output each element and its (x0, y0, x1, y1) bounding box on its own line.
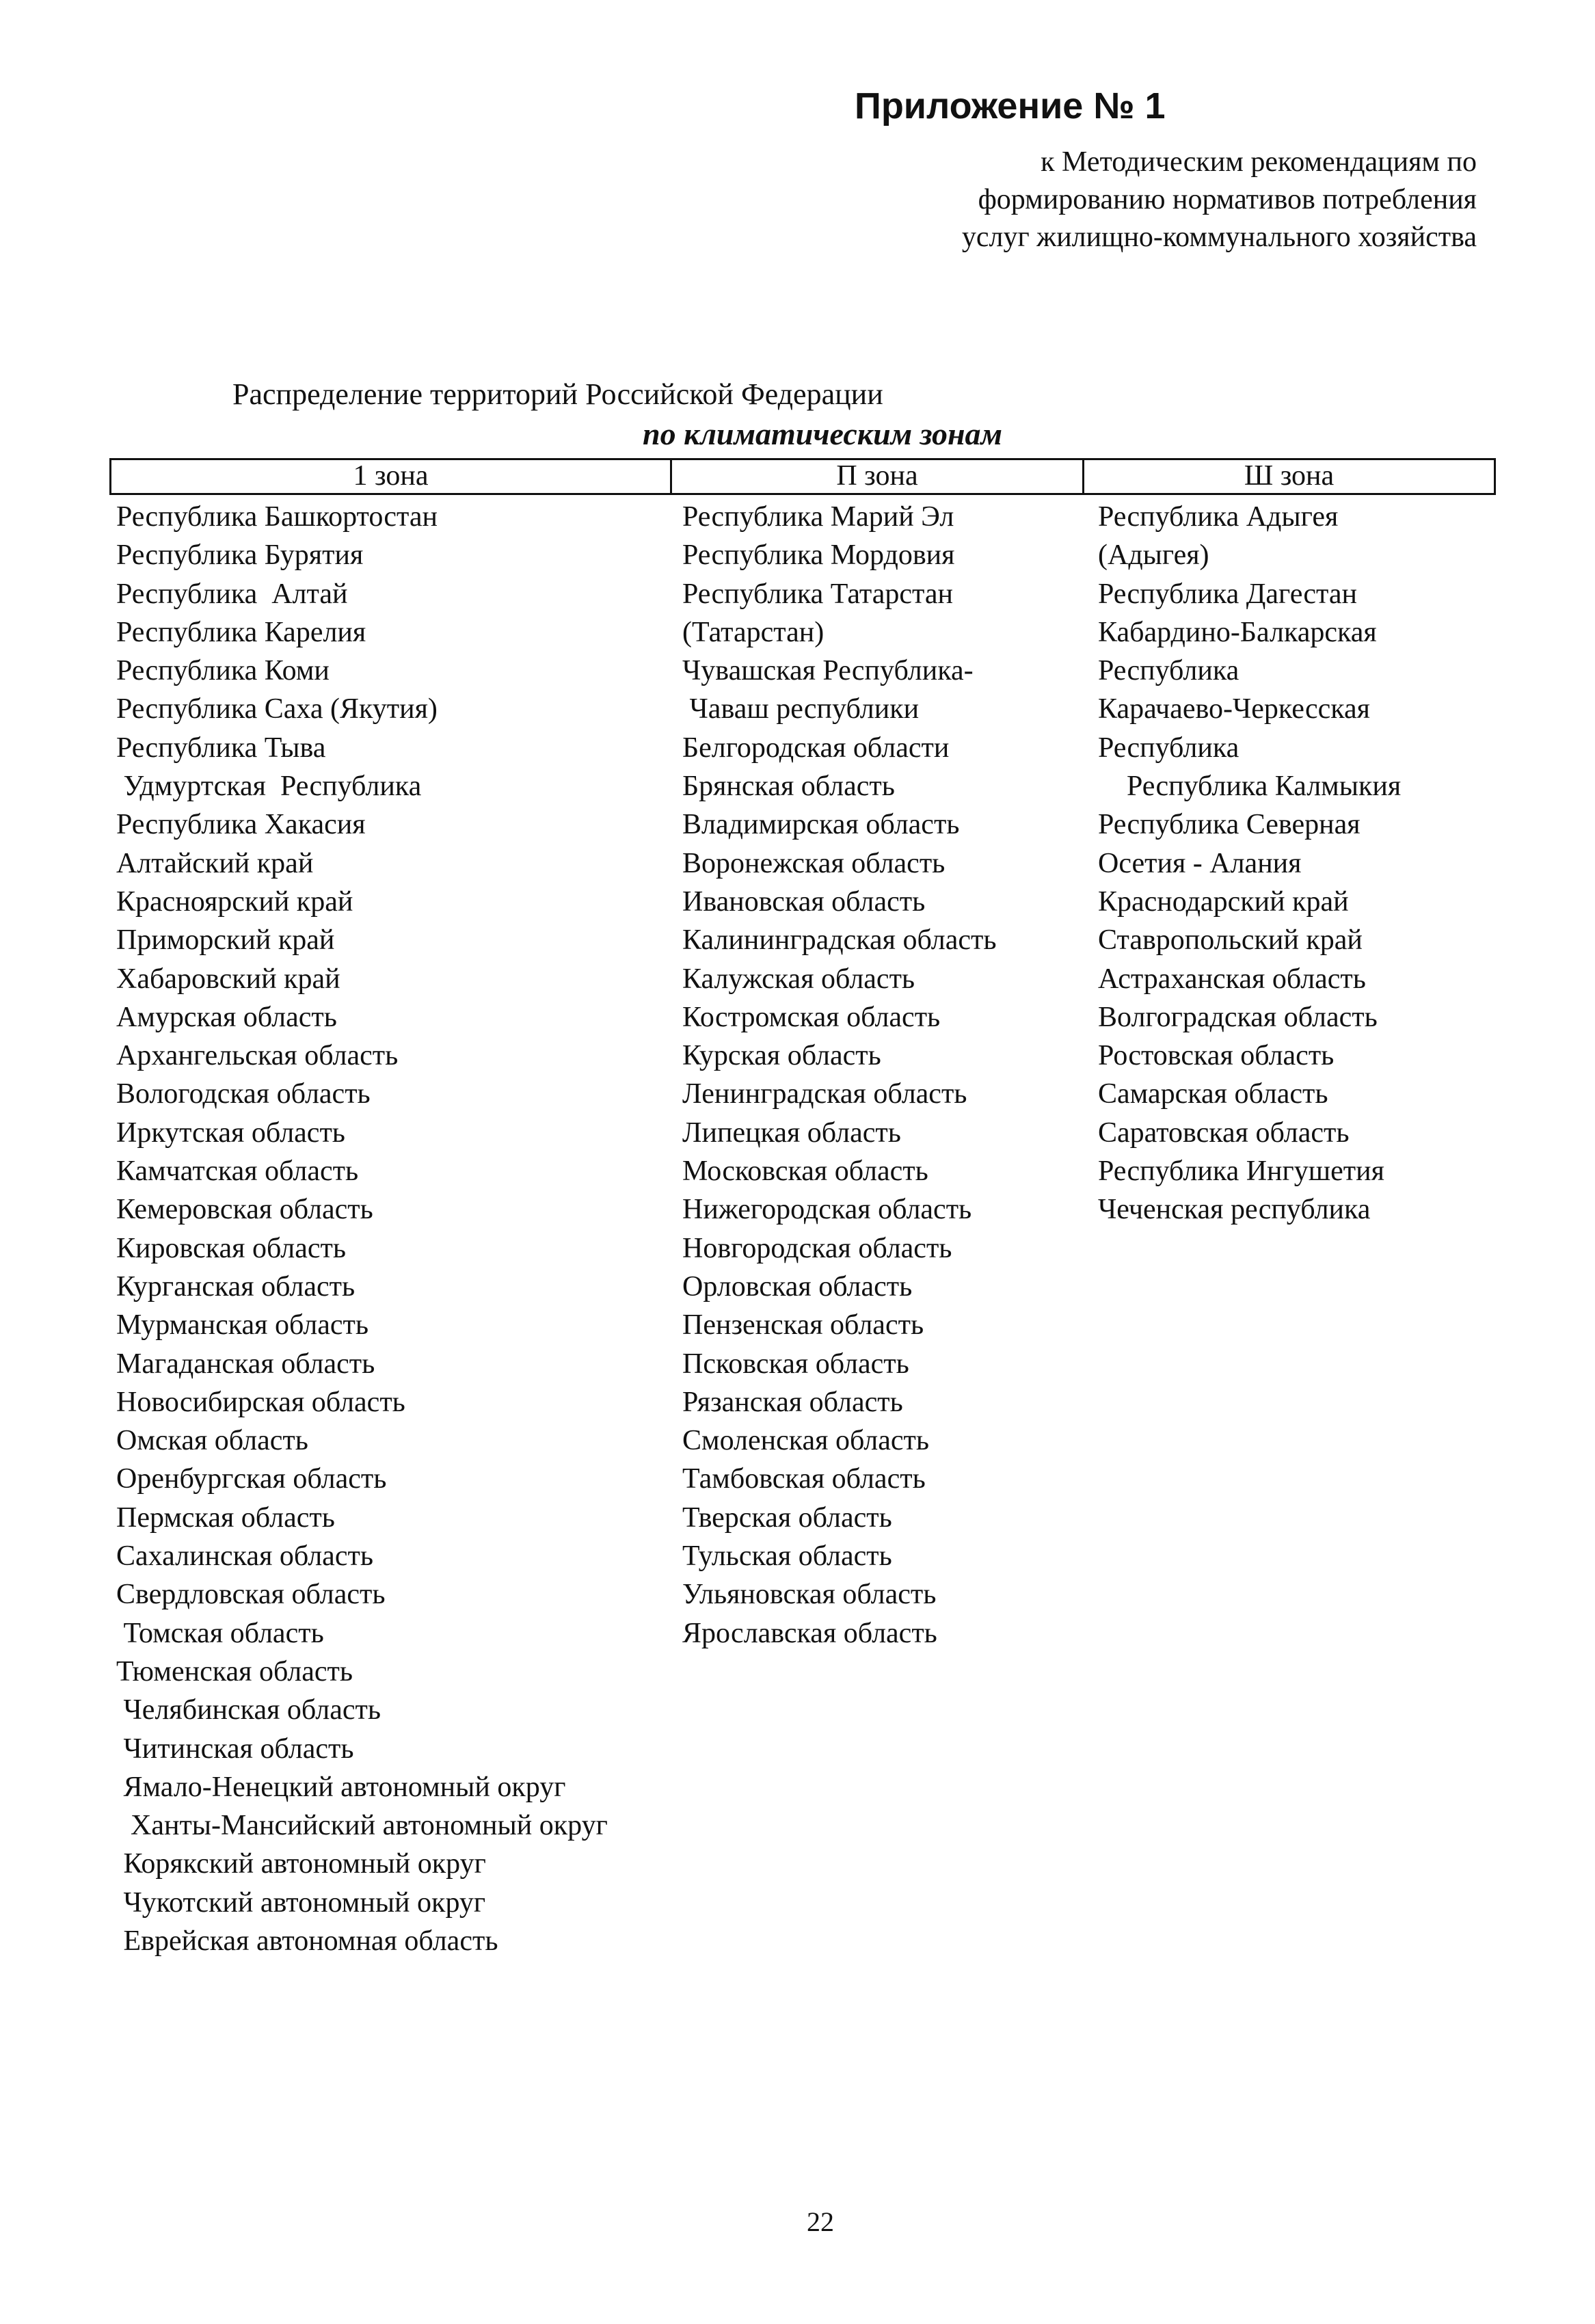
region-item: Республика Дагестан (1098, 578, 1358, 610)
region-item: Пензенская область (682, 1309, 924, 1341)
region-item: Республика Ингушетия (1098, 1156, 1384, 1188)
region-item: Рязанская область (682, 1386, 903, 1418)
region-item: Новосибирская область (116, 1386, 405, 1418)
region-item: Нижегородская область (682, 1194, 972, 1226)
region-item: Оренбургская область (116, 1463, 387, 1495)
region-item: Калужская область (682, 963, 915, 995)
region-item: Волгоградская область (1098, 1001, 1378, 1033)
region-item: Краснодарский край (1098, 885, 1349, 918)
region-item: Липецкая область (682, 1117, 901, 1149)
region-item: Республика Алтай (116, 578, 348, 610)
region-item: Астраханская область (1098, 963, 1366, 995)
region-item: Тульская область (682, 1540, 892, 1573)
region-item: (Татарстан) (682, 616, 825, 648)
region-item: Московская область (682, 1156, 928, 1188)
region-item: Республика Калмыкия (1098, 771, 1402, 803)
region-item: Алтайский край (116, 847, 314, 879)
region-item: Республика Татарстан (682, 578, 954, 610)
region-item: Амурская область (116, 1001, 337, 1033)
region-item: Осетия - Алания (1098, 847, 1302, 879)
region-item: Читинская область (116, 1733, 354, 1765)
region-item: Республика Северная (1098, 809, 1361, 841)
region-item: Орловская область (682, 1270, 913, 1303)
region-item: Ульяновская область (682, 1579, 937, 1611)
region-item: Смоленская область (682, 1425, 930, 1457)
region-item: Воронежская область (682, 847, 946, 879)
region-item: Калининградская область (682, 924, 997, 957)
region-item: Республика Хакасия (116, 809, 366, 841)
document-heading: Распределение территорий Российской Федерации (232, 377, 883, 411)
region-item: Ямало-Ненецкий автономный округ (116, 1771, 566, 1803)
region-item: Республика Тыва (116, 732, 326, 764)
region-item: Костромская область (682, 1001, 941, 1033)
appendix-subtitle-line: формированию нормативов потребления (978, 184, 1477, 215)
region-item: Республика Башкортостан (116, 501, 438, 533)
region-item: Томская область (116, 1617, 324, 1649)
zone-3-header: Ш зона (1244, 460, 1335, 492)
region-item: Ярославская область (682, 1617, 937, 1649)
region-item: Курская область (682, 1040, 881, 1072)
region-item: Республика Адыгея (1098, 501, 1339, 533)
region-item: Челябинская область (116, 1694, 381, 1726)
page-number: 22 (807, 2206, 834, 2237)
region-item: Магаданская область (116, 1348, 375, 1380)
region-item: Иркутская область (116, 1117, 345, 1149)
region-item: Чаваш республики (682, 693, 920, 725)
region-item: Республика Марий Эл (682, 501, 954, 533)
region-item: Омская область (116, 1425, 308, 1457)
zone-2-header: П зона (672, 460, 1084, 493)
region-item: Республика Бурятия (116, 539, 364, 572)
region-item: Тверская область (682, 1501, 892, 1534)
region-item: Ставропольский край (1098, 924, 1363, 957)
region-item: Кабардино-Балкарская (1098, 616, 1377, 648)
region-item: Кировская область (116, 1232, 347, 1264)
region-item: Архангельская область (116, 1040, 399, 1072)
region-item: Ленинградская область (682, 1078, 967, 1110)
appendix-subtitle (820, 144, 1477, 256)
region-item: Чукотский автономный округ (116, 1886, 486, 1919)
region-item: Самарская область (1098, 1078, 1328, 1110)
region-item: Саратовская область (1098, 1117, 1350, 1149)
zone-2-list (682, 498, 1065, 1653)
zone-3-list (1098, 498, 1495, 1229)
region-item: Ханты-Мансийский автономный округ (116, 1810, 608, 1842)
region-item: Мурманская область (116, 1309, 369, 1341)
region-item: Ростовская область (1098, 1040, 1335, 1072)
region-item: Хабаровский край (116, 963, 340, 995)
region-item: Корякский автономный округ (116, 1848, 486, 1880)
appendix-title: Приложение № 1 (855, 85, 1166, 126)
region-item: Курганская область (116, 1270, 356, 1303)
region-item: Еврейская автономная область (116, 1925, 498, 1957)
region-item: Белгородская области (682, 732, 950, 764)
document-heading-subtitle: по климатическим зонам (643, 416, 1003, 451)
region-item: Пермская область (116, 1501, 335, 1534)
region-item: Камчатская область (116, 1156, 359, 1188)
appendix-subtitle-line: услуг жилищно-коммунального хозяйства (961, 222, 1477, 253)
zone-1-list (116, 498, 718, 1960)
region-item: Республика Саха (Якутия) (116, 693, 438, 725)
region-item: Тюменская область (116, 1655, 353, 1687)
region-item: Псковская область (682, 1348, 909, 1380)
region-item: Удмуртская Республика (116, 771, 422, 803)
region-item: Приморский край (116, 924, 335, 957)
region-item: Республика (1098, 732, 1239, 764)
region-item: Красноярский край (116, 885, 353, 918)
region-item: Чеченская республика (1098, 1194, 1371, 1226)
zone-1-header: 1 зона (111, 460, 672, 493)
region-item: Республика Карелия (116, 616, 366, 648)
region-item: Республика Коми (116, 655, 330, 687)
region-item: Новгородская область (682, 1232, 952, 1264)
region-item: Сахалинская область (116, 1540, 373, 1573)
region-item: Кемеровская область (116, 1194, 373, 1226)
region-item: Республика (1098, 655, 1239, 687)
zone-table-header (109, 458, 1496, 495)
region-item: Ивановская область (682, 885, 926, 918)
region-item: Свердловская область (116, 1579, 386, 1611)
region-item: Владимирская область (682, 809, 960, 841)
region-item: Брянская область (682, 771, 895, 803)
region-item: Республика Мордовия (682, 539, 955, 572)
region-item: Карачаево-Черкесская (1098, 693, 1370, 725)
region-item: (Адыгея) (1098, 539, 1209, 572)
region-item: Чувашская Республика- (682, 655, 974, 687)
region-item: Вологодская область (116, 1078, 371, 1110)
appendix-subtitle-line: к Методическим рекомендациям по (1041, 146, 1477, 178)
region-item: Тамбовская область (682, 1463, 926, 1495)
